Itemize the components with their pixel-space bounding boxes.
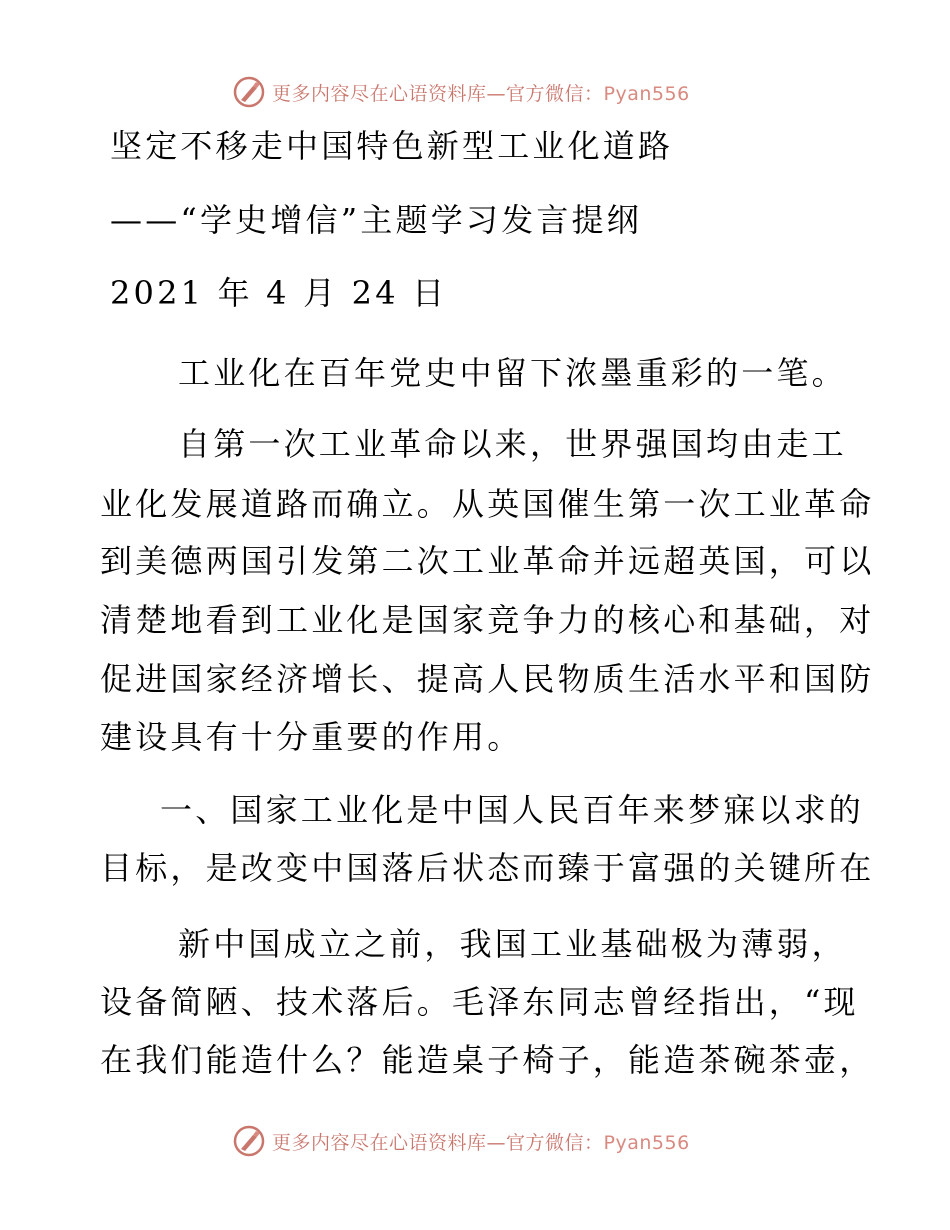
watermark-text: 更多内容尽在心语资料库—官方微信：Pyan556 <box>272 1131 690 1154</box>
paragraph-line: 促进国家经济增长、提高人民物质生活水平和国防 <box>100 660 875 698</box>
paragraph-line: 业化发展道路而确立。从英国催生第一次工业革命 <box>100 485 875 523</box>
section-heading: 目标，是改变中国落后状态而臻于富强的关键所在 <box>100 849 875 887</box>
document-date: 2021 年 4 月 24 日 <box>110 274 448 312</box>
watermark-text: 更多内容尽在心语资料库—官方微信：Pyan556 <box>272 82 690 105</box>
section-heading: 一、国家工业化是中国人民百年来梦寐以求的 <box>160 791 865 829</box>
paragraph-line: 建设具有十分重要的作用。 <box>100 718 523 756</box>
document-subtitle: ——“学史增信”主题学习发言提纲 <box>110 201 642 239</box>
paragraph-line: 在我们能造什么？能造桌子椅子，能造茶碗茶壶， <box>100 1041 875 1079</box>
paragraph-intro: 工业化在百年党史中留下浓墨重彩的一笔。 <box>178 354 847 392</box>
paragraph-line: 自第一次工业革命以来，世界强国均由走工 <box>178 425 847 463</box>
paragraph-line: 新中国成立之前，我国工业基础极为薄弱， <box>178 925 847 963</box>
pen-logo-icon <box>232 75 266 109</box>
watermark-header <box>232 72 712 112</box>
paragraph-line: 到美德两国引发第二次工业革命并远超英国，可以 <box>100 542 875 580</box>
watermark-footer <box>232 1121 712 1161</box>
paragraph-line: 设备简陋、技术落后。毛泽东同志曾经指出，“现 <box>100 983 859 1021</box>
paragraph-line: 清楚地看到工业化是国家竞争力的核心和基础，对 <box>100 601 875 639</box>
pen-logo-icon <box>232 1124 266 1158</box>
document-title: 坚定不移走中国特色新型工业化道路 <box>110 127 674 165</box>
